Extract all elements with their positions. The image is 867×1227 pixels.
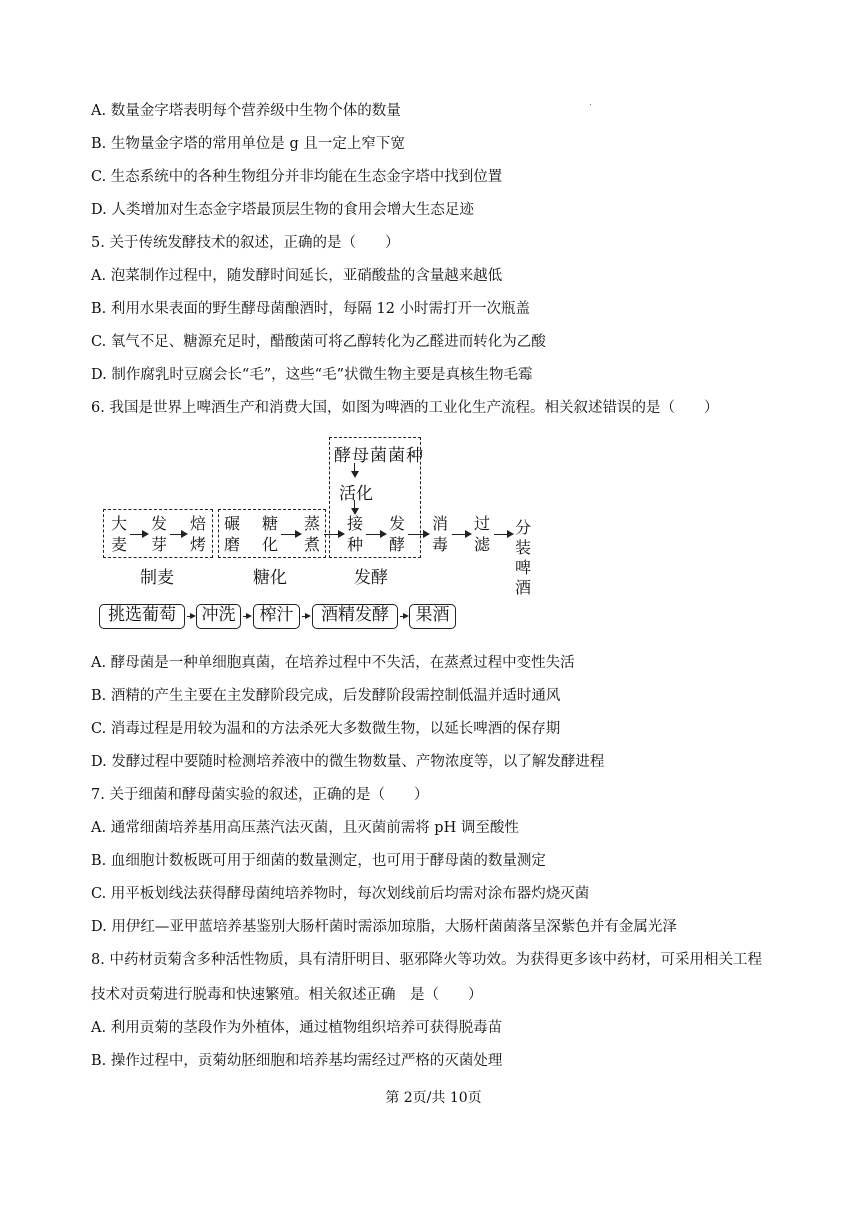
activation-label: 活化 <box>339 484 373 504</box>
arrow-right <box>187 616 193 617</box>
step-char: 接 <box>346 514 363 533</box>
option-line: D. 用伊红—亚甲蓝培养基鉴别大肠杆菌时需添加琼脂，大肠杆菌菌落呈深紫色并有金属光泽 <box>91 919 677 935</box>
option-line: D. 人类增加对生态金字塔最顶层生物的食用会增大生态足迹 <box>91 202 474 218</box>
step-char: 过 <box>473 514 490 533</box>
option-line: A. 酵母菌是一种单细胞真菌，在培养过程中不失活，在蒸煮过程中变性失活 <box>91 655 575 671</box>
arrow-right <box>302 616 308 617</box>
option-line: A. 通常细菌培养基用高压蒸汽法灭菌，且灭菌前需将 pH 调至酸性 <box>91 820 519 836</box>
question-line: 7. 关于细菌和酵母菌实验的叙述，正确的是（ ） <box>91 787 429 803</box>
arrow-right <box>281 534 300 535</box>
step-char: 发 <box>150 514 167 533</box>
option-line: D. 制作腐乳时豆腐会长“毛”，这些“毛”状微生物主要是真核生物毛霉 <box>91 367 533 383</box>
page-number: 第 2页/共 10页 <box>385 1090 482 1106</box>
option-line: C. 用平板划线法获得酵母菌纯培养物时，每次划线前后均需对涂布器灼烧灭菌 <box>91 886 590 902</box>
option-line: B. 利用水果表面的野生酵母菌酿酒时，每隔 12 小时需打开一次瓶盖 <box>91 301 531 317</box>
arrow-right <box>400 616 406 617</box>
step-char: 焙 <box>189 514 206 533</box>
question-line: 技术对贡菊进行脱毒和快速繁殖。相关叙述正确 是（ ） <box>91 987 483 1003</box>
process-step: 榨汁 <box>253 604 300 629</box>
option-line: A. 泡菜制作过程中，随发酵时间延长，亚硝酸盐的含量越来越低 <box>91 268 503 284</box>
option-line: B. 操作过程中，贡菊幼胚细胞和培养基均需经过严格的灭菌处理 <box>91 1053 503 1069</box>
yeast-strain-label: 酵母菌菌种 <box>334 446 424 466</box>
step-char: 酵 <box>388 535 405 554</box>
step-char: 大 <box>110 514 127 533</box>
arrow-right <box>494 534 512 535</box>
step-char: 滤 <box>473 535 490 554</box>
question-line: 6. 我国是世界上啤酒生产和消费大国，如图为啤酒的工业化生产流程。相关叙述错误的是（ ） <box>91 400 719 416</box>
arrow-right <box>170 534 186 535</box>
step-char: 碾 <box>223 514 240 533</box>
arrow-down <box>354 463 355 476</box>
step-char: 毒 <box>431 535 448 554</box>
group-label: 制麦 <box>140 568 174 588</box>
arrow-down <box>354 500 355 513</box>
arrow-right <box>130 534 147 535</box>
arrow-right <box>243 616 249 617</box>
step-char: 煮 <box>303 535 320 554</box>
option-line: B. 酒精的产生主要在主发酵阶段完成，后发酵阶段需控制低温并适时通风 <box>91 688 561 704</box>
option-line: C. 生态系统中的各种生物组分并非均能在生态金字塔中找到位置 <box>91 169 503 185</box>
question-line: 8. 中药材贡菊含多种活性物质，具有清肝明目、驱邪降火等功效。为获得更多该中药材，可采用相关工程 <box>91 952 762 968</box>
arrow-right <box>366 534 385 535</box>
group-label: 发酵 <box>354 568 388 588</box>
option-line: D. 发酵过程中要随时检测培养液中的微生物数量、产物浓度等，以了解发酵进程 <box>91 754 605 770</box>
option-line: B. 生物量金字塔的常用单位是 g 且一定上窄下宽 <box>91 136 405 152</box>
step-char: 烤 <box>189 535 206 554</box>
arrow-right <box>408 534 428 535</box>
question-line: 5. 关于传统发酵技术的叙述，正确的是（ ） <box>91 235 400 251</box>
process-step: 挑选葡萄 <box>99 604 185 629</box>
arrow-right <box>452 534 470 535</box>
option-line: B. 血细胞计数板既可用于细菌的数量测定，也可用于酵母菌的数量测定 <box>91 853 546 869</box>
process-step: 冲洗 <box>196 604 241 629</box>
step-char: 蒸 <box>303 514 320 533</box>
step-char: 消 <box>431 514 448 533</box>
option-line: A. 利用贡菊的茎段作为外植体，通过植物组织培养可获得脱毒苗 <box>91 1020 503 1036</box>
process-step: 果酒 <box>409 604 456 629</box>
step-char: 磨 <box>223 535 240 554</box>
step-char: 糖 <box>261 514 278 533</box>
step-char: 种 <box>346 535 363 554</box>
option-line: C. 氧气不足、糖源充足时，醋酸菌可将乙醇转化为乙醛进而转化为乙酸 <box>91 334 546 350</box>
step-char: 麦 <box>110 535 127 554</box>
step-char: 芽 <box>150 535 167 554</box>
step-char: 发 <box>388 514 405 533</box>
process-step: 酒精发酵 <box>312 604 398 629</box>
final-step-vertical: 分装啤酒 <box>514 518 531 597</box>
step-char: 化 <box>261 535 278 554</box>
option-line: A. 数量金字塔表明每个营养级中生物个体的数量 <box>91 103 401 119</box>
group-label: 糖化 <box>253 568 287 588</box>
arrow-right <box>324 534 343 535</box>
option-line: C. 消毒过程是用较为温和的方法杀死大多数微生物，以延长啤酒的保存期 <box>91 721 561 737</box>
speck <box>590 104 591 105</box>
